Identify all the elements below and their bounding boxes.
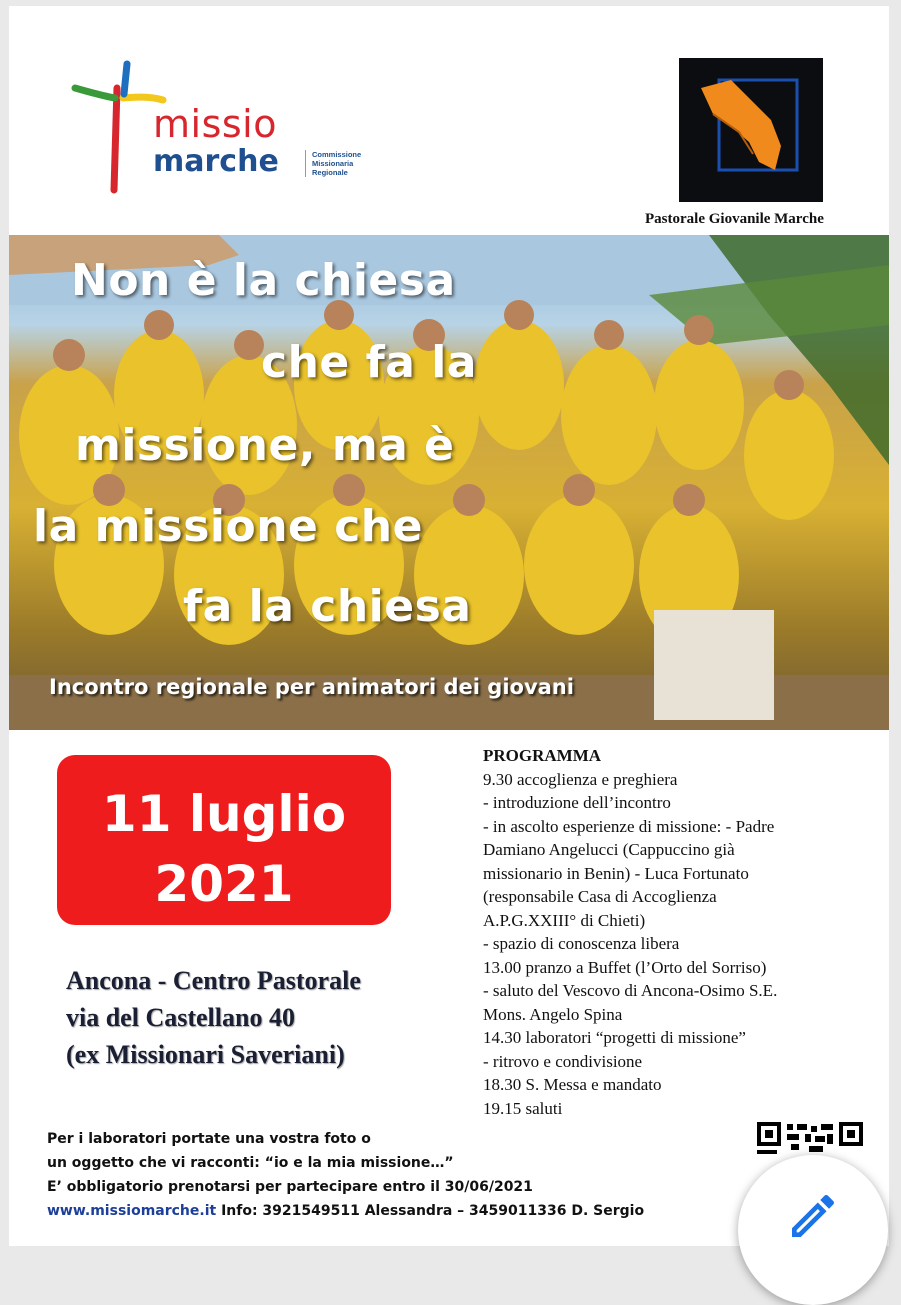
address-line-3: (ex Missionari Saveriani) <box>66 1040 345 1069</box>
program-line: - spazio di conoscenza libera <box>483 934 680 953</box>
marche-region-icon <box>679 58 823 202</box>
program-line: - ritrovo e condivisione <box>483 1051 643 1071</box>
contact-line <box>47 1199 644 1223</box>
program <box>483 744 878 1120</box>
program-line: 9.30 accoglienza e preghiera <box>483 769 678 789</box>
program-line: missionario in Benin) - Luca Fortunato <box>483 863 749 883</box>
qr-code-icon <box>757 1122 863 1154</box>
program-line: - saluto del Vescovo di Ancona-Osimo S.E. <box>483 981 778 1000</box>
marche-word: marche <box>153 144 279 179</box>
headline-line-3: missione, ma è <box>75 420 455 471</box>
date-box <box>57 755 391 925</box>
group-photo <box>9 235 889 730</box>
commissione-label: Commissione Missionaria Regionale <box>305 150 382 177</box>
date-day-month: 11 luglio <box>101 785 347 843</box>
address-line-2: via del Castellano 40 <box>66 1003 295 1032</box>
note-line-3: E’ obbligatorio prenotarsi per partecipare entro il 30/06/2021 <box>47 1179 533 1195</box>
pastorale-caption: Pastorale Giovanile Marche <box>645 211 824 227</box>
headline-line-4: la missione che <box>33 501 423 552</box>
contact-info: Info: 3921549511 Alessandra – 3459011336 D. Sergio <box>216 1203 645 1219</box>
program-line: 14.30 laboratori “progetti di missione” <box>483 1028 746 1047</box>
program-line: - introduzione dell’incontro <box>483 793 671 812</box>
missio-marche-logo <box>69 60 369 200</box>
subtitle: Incontro regionale per animatori dei giovani <box>49 675 574 699</box>
date-year: 2021 <box>154 855 294 913</box>
program-line: 19.15 saluti <box>483 1098 563 1118</box>
program-line: 18.30 S. Messa e mandato <box>483 1075 662 1094</box>
program-title: PROGRAMMA <box>483 746 602 765</box>
note-line-1: Per i laboratori portate una vostra foto o <box>47 1131 371 1147</box>
program-line: Damiano Angelucci (Cappuccino già <box>483 840 735 859</box>
address-line-1: Ancona - Centro Pastorale <box>66 966 361 995</box>
headline-line-1: Non è la chiesa <box>71 255 456 306</box>
note-line-2: un oggetto che vi racconti: “io e la mia missione…” <box>47 1155 454 1171</box>
pastorale-giovanile-logo <box>679 58 823 202</box>
headline <box>9 235 889 655</box>
program-line: 13.00 pranzo a Buffet (l’Orto del Sorriso) <box>483 957 767 977</box>
headline-line-5: fa la chiesa <box>183 581 472 632</box>
website-link[interactable]: www.missiomarche.it <box>47 1203 217 1219</box>
program-line: - in ascolto esperienze di missione: - Padre <box>483 816 775 836</box>
program-line: A.P.G.XXIII° di Chieti) <box>483 910 646 930</box>
edit-fab-button[interactable] <box>738 1155 888 1305</box>
program-line: (responsabile Casa di Accoglienza <box>483 887 717 906</box>
program-line: Mons. Angelo Spina <box>483 1004 623 1024</box>
pencil-edit-icon <box>785 1188 841 1244</box>
footer-notes <box>47 1127 644 1223</box>
headline-line-2: che fa la <box>261 337 477 388</box>
address <box>66 962 361 1073</box>
missio-word: missio <box>153 102 277 146</box>
flyer-page <box>9 6 889 1246</box>
